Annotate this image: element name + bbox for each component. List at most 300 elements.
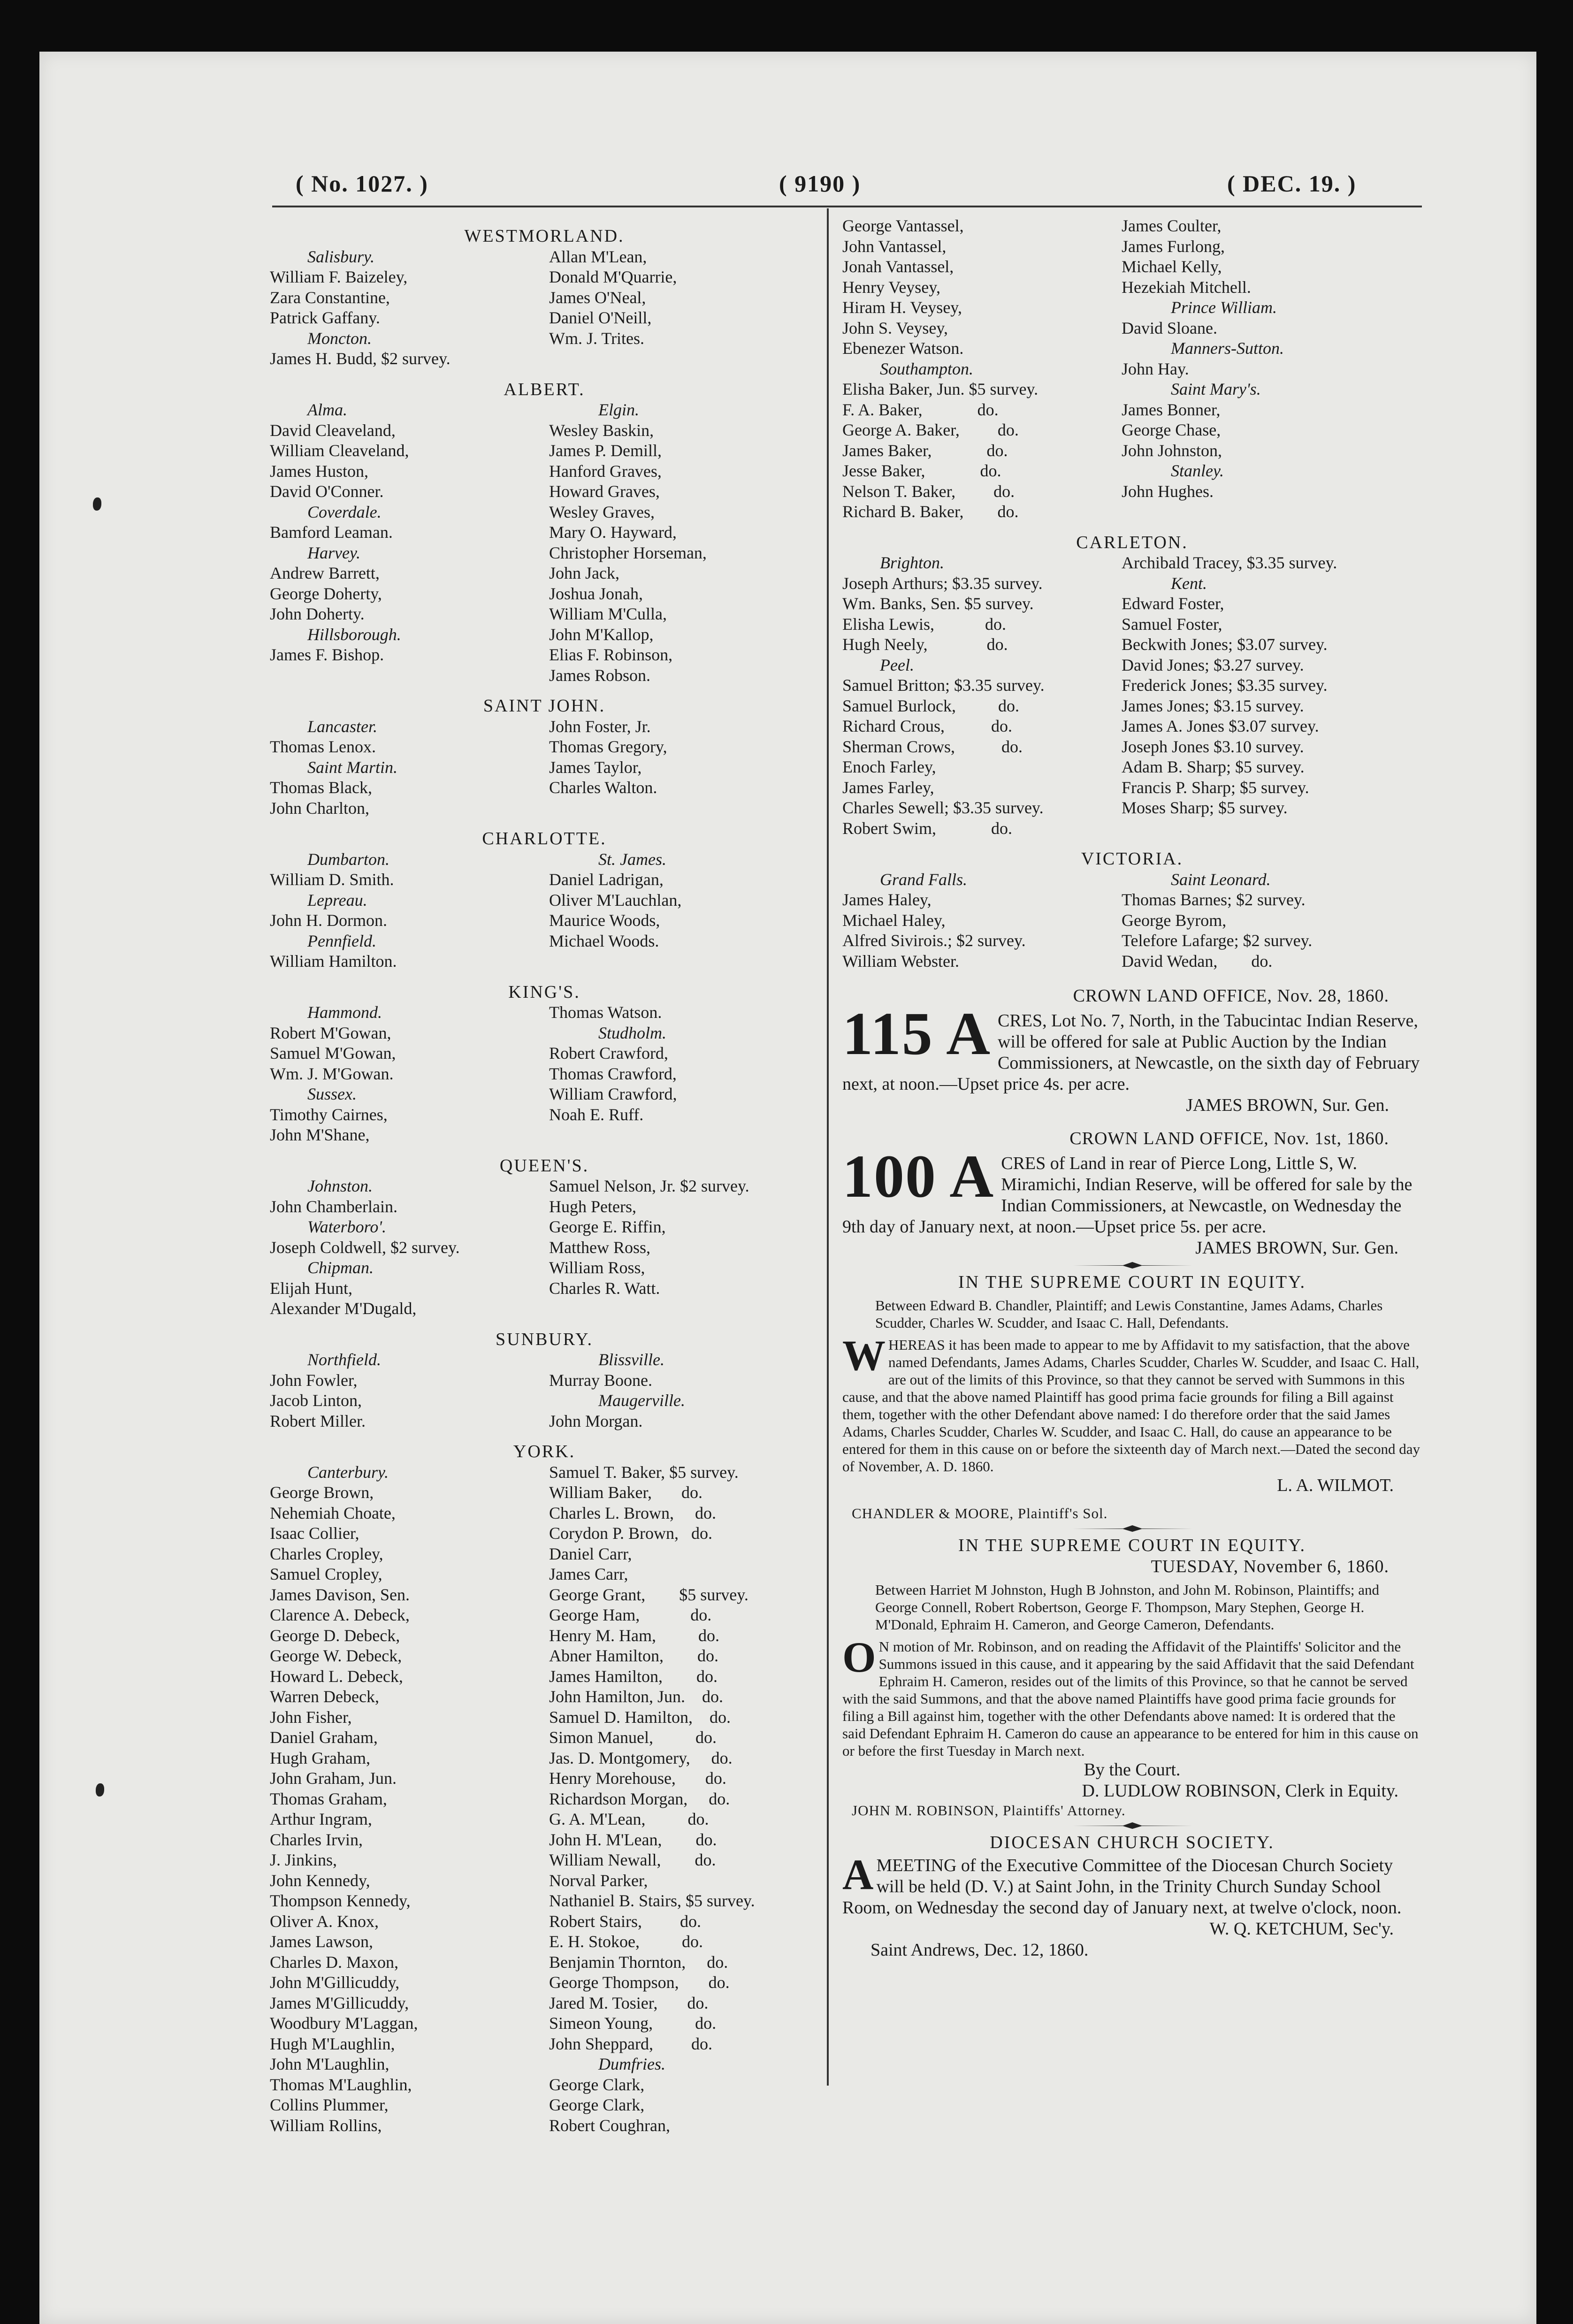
- person-name: Hugh M'Laughlin,: [270, 2034, 395, 2053]
- parish-name: Stanley.: [1171, 461, 1224, 480]
- person-name: John Chamberlain.: [270, 1197, 397, 1216]
- person-name: John H. M'Lean, do.: [549, 1830, 717, 1849]
- list-row: [270, 1626, 819, 1646]
- parish-name: Southampton.: [880, 359, 974, 378]
- person-name: Thompson Kennedy,: [270, 1891, 411, 1910]
- list-row: [842, 379, 1422, 400]
- list-row: [270, 1667, 819, 1687]
- list-row: [270, 665, 819, 686]
- person-name: Joshua Jonah,: [549, 584, 643, 603]
- list-row: [270, 717, 819, 737]
- person-name: George Clark,: [549, 2075, 645, 2094]
- list-row: [270, 267, 819, 288]
- list-row: [270, 1891, 819, 1911]
- list-row: [270, 1748, 819, 1769]
- person-name: Moses Sharp; $5 survey.: [1122, 798, 1288, 817]
- notice-body: [842, 1153, 1422, 1238]
- person-name: Hugh Peters,: [549, 1197, 636, 1216]
- person-name: Beckwith Jones; $3.07 survey.: [1122, 635, 1328, 654]
- person-name: Oliver M'Lauchlan,: [549, 890, 682, 910]
- person-name: George Vantassel,: [842, 216, 964, 235]
- list-row: [270, 1084, 819, 1105]
- person-name: Warren Debeck,: [270, 1687, 379, 1706]
- person-name: Samuel T. Baker, $5 survey.: [549, 1462, 739, 1482]
- person-name: Bamford Leaman.: [270, 523, 393, 542]
- person-name: George Doherty,: [270, 584, 382, 603]
- person-name: Norval Parker,: [549, 1871, 648, 1890]
- person-name: Alexander M'Dugald,: [270, 1299, 417, 1318]
- person-name: James Carr,: [549, 1565, 628, 1583]
- person-name: John S. Veysey,: [842, 318, 948, 337]
- county-heading: CHARLOTTE.: [482, 829, 607, 849]
- list-row: [842, 338, 1422, 359]
- person-name: Edward Foster,: [1122, 594, 1224, 613]
- parish-name: Saint Martin.: [307, 757, 398, 777]
- parish-name: St. James.: [598, 849, 666, 869]
- county-heading: KING'S.: [508, 982, 580, 1002]
- person-name: James M'Gillicuddy,: [270, 1993, 409, 2012]
- section-gap: [270, 972, 819, 982]
- list-row: [270, 584, 819, 604]
- list-row: [842, 420, 1422, 441]
- person-name: William Hamilton.: [270, 952, 397, 971]
- court-text: N motion of Mr. Robinson, and on reading the Affidavit of the Plaintiffs' Solicitor and the Summons issued in this cause, and it appearing by the said Affidavit that the said Defendant Ephraim H. Cameron, resides out of the limits of this Province, so that he cannot be served with the said Summons, and that the above named Plaintiffs have good prima facie grounds for filing a Bill against him, together with the other Defendants above named: It is ordered that the said Defendant Ephraim H. Cameron do cause an appearance to be entered for him in this cause on or before the first Tuesday in March next.: [842, 1638, 1419, 1759]
- list-row: [842, 890, 1422, 910]
- list-row: [270, 1238, 819, 1258]
- section-gap: [270, 818, 819, 829]
- society-body: [842, 1855, 1422, 1919]
- person-name: Allan M'Lean,: [549, 247, 647, 266]
- person-name: Wesley Baskin,: [549, 420, 654, 440]
- county-heading: QUEEN'S.: [499, 1155, 589, 1176]
- list-row: [270, 1299, 819, 1319]
- person-name: Daniel O'Neill,: [549, 308, 652, 327]
- parish-name: Harvey.: [307, 543, 360, 562]
- equity-notice-2: [842, 1535, 1422, 1829]
- list-row: [842, 675, 1422, 696]
- page-number: ( 9190 ): [779, 170, 861, 197]
- parish-name: Dumfries.: [598, 2055, 665, 2073]
- person-name: Richardson Morgan, do.: [549, 1789, 730, 1808]
- person-name: Samuel D. Hamilton, do.: [549, 1707, 731, 1727]
- person-name: James Huston,: [270, 461, 368, 481]
- list-row: [842, 737, 1422, 757]
- list-row: [270, 1932, 819, 1952]
- person-name: William Cleaveland,: [270, 441, 409, 460]
- drop-number: 100 A: [842, 1153, 995, 1210]
- list-row: [270, 1993, 819, 2014]
- clerk-signature: D. LUDLOW ROBINSON, Clerk in Equity.: [1082, 1781, 1398, 1801]
- parish-name: Lepreau.: [307, 890, 367, 910]
- person-name: Thomas Crawford,: [549, 1064, 677, 1083]
- person-name: John Hamilton, Jun. do.: [549, 1687, 724, 1706]
- person-name: Thomas Black,: [270, 778, 372, 797]
- person-name: John Charlton,: [270, 798, 369, 818]
- person-name: Nelson T. Baker, do.: [842, 482, 1015, 501]
- list-row: [270, 2095, 819, 2116]
- person-name: Charles R. Watt.: [549, 1278, 660, 1298]
- list-row: [270, 1707, 819, 1728]
- court-body: [842, 1336, 1422, 1475]
- ornament-divider: [1071, 1822, 1193, 1829]
- person-name: Oliver A. Knox,: [270, 1911, 379, 1931]
- parish-name: Salisbury.: [307, 247, 375, 266]
- ornament-divider: [1071, 1525, 1193, 1532]
- person-name: Elias F. Robinson,: [549, 645, 673, 664]
- list-row: [270, 1462, 819, 1483]
- person-name: Benjamin Thornton, do.: [549, 1952, 728, 1972]
- parish-name: Northfield.: [307, 1350, 382, 1369]
- person-name: George A. Baker, do.: [842, 420, 1019, 439]
- person-name: William Baker, do.: [549, 1483, 703, 1502]
- list-row: [270, 931, 819, 952]
- person-name: Michael Haley,: [842, 910, 946, 930]
- person-name: William M'Culla,: [549, 604, 667, 623]
- parish-name: Brighton.: [880, 553, 945, 572]
- list-row: [270, 329, 819, 349]
- parish-name: Sussex.: [307, 1085, 357, 1103]
- list-row: [270, 1503, 819, 1524]
- person-name: Murray Boone.: [549, 1370, 652, 1390]
- list-row: [270, 1125, 819, 1146]
- list-row: [270, 798, 819, 819]
- list-row: [270, 1278, 819, 1299]
- person-name: John Hay.: [1122, 359, 1189, 378]
- parish-name: Canterbury.: [307, 1462, 389, 1482]
- person-name: Samuel Cropley,: [270, 1565, 382, 1583]
- person-name: John H. Dormon.: [270, 911, 387, 930]
- list-row: [270, 604, 819, 625]
- section-gap: [270, 686, 819, 696]
- list-row: [270, 910, 819, 931]
- person-name: Enoch Farley,: [842, 757, 936, 776]
- parish-name: Saint Mary's.: [1171, 380, 1261, 398]
- society-title: DIOCESAN CHURCH SOCIETY.: [990, 1833, 1275, 1852]
- person-name: James P. Demill,: [549, 441, 662, 460]
- person-name: Abner Hamilton, do.: [549, 1646, 718, 1665]
- section-gap: [270, 1431, 819, 1442]
- parish-name: Manners-Sutton.: [1171, 339, 1284, 358]
- person-name: George D. Debeck,: [270, 1626, 400, 1645]
- parish-name: Kent.: [1171, 573, 1207, 593]
- list-row: [842, 635, 1422, 655]
- list-row: [270, 645, 819, 665]
- person-name: Joseph Arthurs; $3.35 survey.: [842, 573, 1043, 593]
- person-name: Hezekiah Mitchell.: [1122, 277, 1251, 297]
- person-name: James Robson.: [549, 665, 650, 685]
- drop-cap: O: [842, 1638, 876, 1681]
- list-row: [842, 798, 1422, 818]
- list-row: [270, 563, 819, 584]
- person-name: Jonah Vantassel,: [842, 257, 954, 276]
- person-name: John Kennedy,: [270, 1871, 370, 1890]
- list-row: [270, 1370, 819, 1391]
- parish-name: Pennfield.: [307, 931, 376, 950]
- parish-name: Blissville.: [598, 1350, 664, 1369]
- secretary-signature: W. Q. KETCHUM, Sec'y.: [1209, 1919, 1394, 1939]
- diocesan-notice: [842, 1832, 1422, 1961]
- person-name: Hugh Neely, do.: [842, 635, 1008, 654]
- person-name: G. A. M'Lean, do.: [549, 1810, 709, 1828]
- person-name: John Doherty.: [270, 604, 365, 623]
- margin-ink-mark: [96, 1783, 104, 1797]
- parish-name: Elgin.: [598, 400, 639, 419]
- person-name: George Clark,: [549, 2095, 645, 2114]
- by-the-court: By the Court.: [1084, 1760, 1181, 1780]
- person-name: Arthur Ingram,: [270, 1810, 372, 1828]
- notice-signature: JAMES BROWN, Sur. Gen.: [1195, 1238, 1398, 1258]
- list-row: [270, 1809, 819, 1830]
- person-name: Joseph Jones $3.10 survey.: [1122, 737, 1304, 756]
- list-row: [842, 594, 1422, 614]
- person-name: Daniel Carr,: [549, 1544, 632, 1563]
- list-row: [842, 400, 1422, 420]
- plaintiff-attorney: JOHN M. ROBINSON, Plaintiffs' Attorney.: [852, 1802, 1126, 1819]
- list-row: [270, 1728, 819, 1748]
- parish-name: Johnston.: [307, 1177, 373, 1195]
- list-row: [270, 400, 819, 420]
- person-name: James Farley,: [842, 778, 934, 797]
- list-row: [270, 461, 819, 482]
- section-gap: [270, 369, 819, 380]
- person-name: John M'Shane,: [270, 1125, 370, 1144]
- person-name: Charles Sewell; $3.35 survey.: [842, 798, 1044, 817]
- parish-name: Grand Falls.: [880, 870, 968, 889]
- court-signature: L. A. WILMOT.: [1277, 1475, 1394, 1495]
- person-name: William Newall, do.: [549, 1850, 716, 1869]
- person-name: John Fisher,: [270, 1707, 352, 1727]
- issue-number: ( No. 1027. ): [296, 170, 428, 197]
- person-name: Charles L. Brown, do.: [549, 1503, 716, 1522]
- person-name: James Taylor,: [549, 757, 642, 777]
- person-name: Adam B. Sharp; $5 survey.: [1122, 757, 1305, 776]
- person-name: George E. Riffin,: [549, 1217, 666, 1236]
- list-row: [270, 247, 819, 268]
- person-name: John Fowler,: [270, 1370, 358, 1390]
- notice-signature: JAMES BROWN, Sur. Gen.: [1186, 1095, 1389, 1115]
- list-row: [270, 1002, 819, 1023]
- person-name: Clarence A. Debeck,: [270, 1605, 410, 1624]
- issue-date: ( DEC. 19. ): [1227, 170, 1357, 197]
- county-heading: CARLETON.: [1076, 532, 1188, 552]
- court-parties: Between Harriet M Johnston, Hugh B Johnston, and John M. Robinson, Plaintiffs; and George Connell, Robert Robertson, George F. Thompson, Mary Stephen, George H. M'Donald, Ephraim H. Cameron, and George Cameron, Defendants.: [875, 1582, 1380, 1633]
- person-name: Wesley Graves,: [549, 502, 655, 521]
- person-name: Nathaniel B. Stairs, $5 survey.: [549, 1891, 755, 1910]
- person-name: George Grant, $5 survey.: [549, 1585, 748, 1604]
- person-name: George Chase,: [1122, 420, 1221, 439]
- list-row: [842, 298, 1422, 318]
- list-row: [842, 318, 1422, 339]
- person-name: Samuel Foster,: [1122, 614, 1222, 634]
- person-name: John Graham, Jun.: [270, 1769, 397, 1788]
- person-name: James O'Neal,: [549, 288, 646, 307]
- person-name: Alfred Sivirois.; $2 survey.: [842, 931, 1026, 950]
- person-name: Corydon P. Brown, do.: [549, 1524, 713, 1543]
- list-row: [270, 2075, 819, 2095]
- court-body: [842, 1638, 1422, 1759]
- list-row: [270, 1850, 819, 1871]
- person-name: Charles Cropley,: [270, 1544, 383, 1563]
- person-name: William Webster.: [842, 951, 959, 971]
- person-name: Christopher Horseman,: [549, 543, 707, 562]
- person-name: Samuel Burlock, do.: [842, 696, 1019, 715]
- list-row: [270, 625, 819, 645]
- margin-ink-mark: [93, 497, 101, 511]
- list-row: [270, 288, 819, 308]
- person-name: George Byrom,: [1122, 910, 1227, 930]
- person-name: Jesse Baker, do.: [842, 461, 1001, 480]
- person-name: Robert Crawford,: [549, 1044, 668, 1063]
- notice-text: CRES, Lot No. 7, North, in the Tabucintac Indian Reserve, will be offered for sale at Public Auction by the Indian Commissioners, at Newcastle, on the sixth day of February next, at noon.—Upset price 4s. per acre.: [842, 1011, 1420, 1094]
- list-row: [842, 696, 1422, 717]
- list-row: [270, 1952, 819, 1973]
- list-row: [270, 1197, 819, 1217]
- person-name: George Ham, do.: [549, 1605, 712, 1624]
- list-row: [842, 655, 1422, 676]
- person-name: Wm. Banks, Sen. $5 survey.: [842, 594, 1034, 613]
- person-name: John Sheppard, do.: [549, 2034, 712, 2053]
- person-name: Nehemiah Choate,: [270, 1503, 396, 1522]
- person-name: Samuel Nelson, Jr. $2 survey.: [549, 1177, 749, 1195]
- person-name: Richard Crous, do.: [842, 717, 1012, 735]
- person-name: James H. Budd, $2 survey.: [270, 349, 451, 368]
- person-name: Joseph Coldwell, $2 survey.: [270, 1238, 460, 1257]
- list-row: [842, 573, 1422, 594]
- person-name: Daniel Ladrigan,: [549, 870, 664, 889]
- list-row: [842, 216, 1422, 237]
- person-name: Maurice Woods,: [549, 911, 660, 930]
- list-row: [270, 870, 819, 890]
- section-gap: [270, 1319, 819, 1330]
- person-name: David Cleaveland,: [270, 420, 396, 440]
- ornament-divider: [1071, 1261, 1193, 1269]
- list-row: [270, 349, 819, 369]
- person-name: John Jack,: [549, 564, 619, 582]
- person-name: Hugh Graham,: [270, 1748, 370, 1767]
- person-name: Telefore Lafarge; $2 survey.: [1122, 931, 1313, 950]
- person-name: James F. Bishop.: [270, 645, 384, 664]
- list-row: [270, 1023, 819, 1044]
- list-row: [270, 482, 819, 502]
- list-row: [270, 522, 819, 543]
- notice-heading: CROWN LAND OFFICE, Nov. 1st, 1860.: [1069, 1129, 1389, 1148]
- person-name: Henry Veysey,: [842, 277, 940, 297]
- court-parties: Between Edward B. Chandler, Plaintiff; and Lewis Constantine, James Adams, Charles Scudder, Charles W. Scudder, and Isaac C. Hall, Defendants.: [875, 1297, 1383, 1331]
- person-name: James Haley,: [842, 890, 932, 909]
- list-row: [270, 1483, 819, 1503]
- list-row: [270, 1605, 819, 1626]
- person-name: William Ross,: [549, 1258, 645, 1277]
- person-name: James Lawson,: [270, 1932, 373, 1951]
- person-name: Elijah Hunt,: [270, 1278, 352, 1298]
- list-row: [842, 778, 1422, 798]
- parish-name: Prince William.: [1171, 298, 1277, 317]
- section-gap: [842, 522, 1422, 533]
- list-row: [270, 1391, 819, 1411]
- person-name: John Morgan.: [549, 1411, 643, 1430]
- parish-name: Maugerville.: [598, 1391, 685, 1410]
- person-name: Mary O. Hayward,: [549, 523, 677, 542]
- parish-name: Dumbarton.: [307, 849, 390, 869]
- person-name: Wm. J. Trites.: [549, 329, 645, 348]
- list-row: [270, 1523, 819, 1544]
- list-row: [842, 614, 1422, 635]
- person-name: James Hamilton, do.: [549, 1667, 718, 1686]
- right-column: [842, 216, 1422, 1961]
- person-name: Robert M'Gowan,: [270, 1023, 391, 1042]
- person-name: Isaac Collier,: [270, 1524, 359, 1543]
- list-row: [270, 1217, 819, 1238]
- person-name: Jacob Linton,: [270, 1391, 362, 1410]
- list-row: [270, 1830, 819, 1850]
- parish-name: Moncton.: [307, 329, 372, 348]
- parish-name: Alma.: [307, 400, 347, 419]
- column-divider: [827, 208, 829, 2086]
- list-row: [842, 757, 1422, 778]
- list-row: [842, 461, 1422, 482]
- list-row: [842, 553, 1422, 573]
- person-name: Thomas Graham,: [270, 1789, 387, 1808]
- person-name: Jas. D. Montgomery, do.: [549, 1748, 733, 1767]
- crown-land-notice-2: [842, 1128, 1422, 1269]
- person-name: Wm. J. M'Gowan.: [270, 1064, 394, 1083]
- section-gap: [270, 1146, 819, 1156]
- person-name: Francis P. Sharp; $5 survey.: [1122, 778, 1309, 797]
- list-row: [270, 849, 819, 870]
- list-row: [270, 778, 819, 798]
- person-name: Daniel Graham,: [270, 1728, 378, 1747]
- list-row: [270, 1350, 819, 1370]
- person-name: Hanford Graves,: [549, 461, 662, 481]
- page-header: [296, 170, 1389, 203]
- person-name: Archibald Tracey, $3.35 survey.: [1122, 553, 1337, 572]
- list-row: [270, 1768, 819, 1789]
- person-name: John Vantassel,: [842, 237, 947, 256]
- list-row: [270, 1972, 819, 1993]
- person-name: Thomas Lenox.: [270, 737, 376, 756]
- parish-name: Coverdale.: [307, 502, 382, 521]
- court-title: IN THE SUPREME COURT IN EQUITY.: [958, 1272, 1306, 1292]
- list-row: [842, 359, 1422, 380]
- person-name: John M'Gillicuddy,: [270, 1973, 400, 1992]
- person-name: Jared M. Tosier, do.: [549, 1993, 709, 2012]
- person-name: Ebenezer Watson.: [842, 339, 964, 358]
- list-row: [842, 818, 1422, 839]
- parish-name: Hammond.: [307, 1003, 382, 1022]
- person-name: William F. Baizeley,: [270, 268, 408, 286]
- list-row: [842, 257, 1422, 277]
- list-row: [842, 237, 1422, 257]
- person-name: Elisha Lewis, do.: [842, 614, 1006, 634]
- county-heading: SAINT JOHN.: [483, 696, 606, 716]
- list-row: [270, 441, 819, 461]
- list-row: [842, 870, 1422, 890]
- person-name: Henry Morehouse, do.: [549, 1769, 726, 1788]
- person-name: Thomas Watson.: [549, 1003, 662, 1022]
- person-name: James A. Jones $3.07 survey.: [1122, 717, 1319, 735]
- drop-cap: W: [842, 1336, 886, 1379]
- parish-name: Peel.: [880, 655, 914, 674]
- person-name: Howard L. Debeck,: [270, 1667, 403, 1686]
- right-list: [842, 216, 1422, 971]
- parish-name: Saint Leonard.: [1171, 870, 1271, 889]
- person-name: James Davison, Sen.: [270, 1585, 410, 1604]
- person-name: David O'Conner.: [270, 482, 384, 501]
- person-name: James Bonner,: [1122, 400, 1221, 419]
- list-row: [270, 1789, 819, 1810]
- person-name: George Brown,: [270, 1483, 374, 1502]
- list-row: [270, 1176, 819, 1197]
